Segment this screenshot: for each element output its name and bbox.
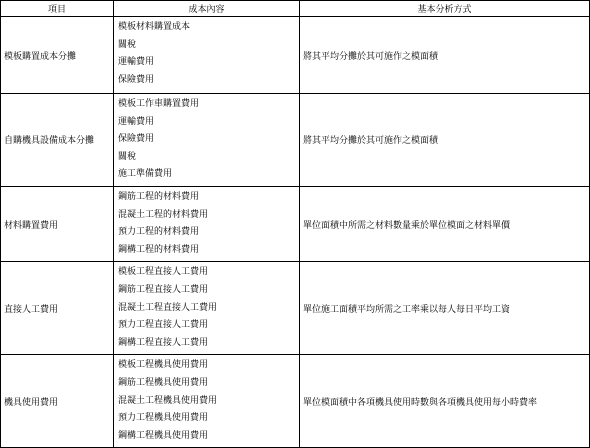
method-cell: 單位模面積中各項機具使用時數與各項機具使用每小時費率 xyxy=(300,355,590,448)
content-cell xyxy=(114,186,300,261)
content-line: 預力工程的材料費用 xyxy=(118,227,200,238)
content-line: 模板工程直接人工費用 xyxy=(118,267,209,278)
content-line: 鋼構工程的材料費用 xyxy=(118,244,200,255)
content-line: 鋼構工程機具使用費用 xyxy=(118,430,209,441)
header-item: 項目 xyxy=(1,1,114,17)
content-line: 模板工程機具使用費用 xyxy=(118,360,209,371)
table-row xyxy=(1,186,590,261)
content-line: 保險費用 xyxy=(118,74,155,85)
table-row xyxy=(1,355,590,448)
content-cell xyxy=(114,17,300,94)
item-cell: 機具使用費用 xyxy=(1,355,114,448)
content-line: 混凝土工程的材料費用 xyxy=(118,209,209,220)
content-line: 運輸費用 xyxy=(118,116,155,127)
content-line: 關稅 xyxy=(118,39,137,50)
method-cell: 單位施工面積平均所需之工率乘以每人每日平均工資 xyxy=(300,262,590,355)
header-cost-content: 成本內容 xyxy=(114,1,300,17)
content-line: 鋼筋工程的材料費用 xyxy=(118,191,200,202)
content-cell xyxy=(114,262,300,355)
item-cell: 材料購置費用 xyxy=(1,186,114,261)
table-row xyxy=(1,262,590,355)
content-cell xyxy=(114,94,300,187)
content-line: 保險費用 xyxy=(118,134,155,145)
content-line: 施工準備費用 xyxy=(118,169,173,180)
item-cell: 自購機具設備成本分攤 xyxy=(1,94,114,187)
content-line: 鋼筋工程直接人工費用 xyxy=(118,284,209,295)
header-analysis-method: 基本分析方式 xyxy=(300,1,590,17)
content-line: 模板材料購置成本 xyxy=(118,22,191,32)
header-row xyxy=(1,1,590,17)
content-line: 關稅 xyxy=(118,151,137,162)
table-row xyxy=(1,17,590,94)
content-line: 模板工作車購置費用 xyxy=(118,99,200,109)
content-line: 鋼筋工程機具使用費用 xyxy=(118,377,209,388)
content-line: 運輸費用 xyxy=(118,57,155,68)
method-cell: 將其平均分攤於其可施作之模面積 xyxy=(300,17,590,94)
content-line: 混凝土工程直接人工費用 xyxy=(118,302,218,313)
item-cell: 模板購置成本分攤 xyxy=(1,17,114,94)
table-row xyxy=(1,94,590,187)
content-line: 混凝土工程機具使用費用 xyxy=(118,395,218,406)
content-line: 預力工程直接人工費用 xyxy=(118,320,209,331)
content-line: 預力工程機具使用費用 xyxy=(118,413,209,424)
content-cell xyxy=(114,355,300,448)
content-line: 鋼構工程直接人工費用 xyxy=(118,337,209,348)
method-cell: 單位面積中所需之材料數量乘於單位模面之材料單價 xyxy=(300,186,590,261)
method-cell: 將其平均分攤於其可施作之模面積 xyxy=(300,94,590,187)
item-cell: 直接人工費用 xyxy=(1,262,114,355)
